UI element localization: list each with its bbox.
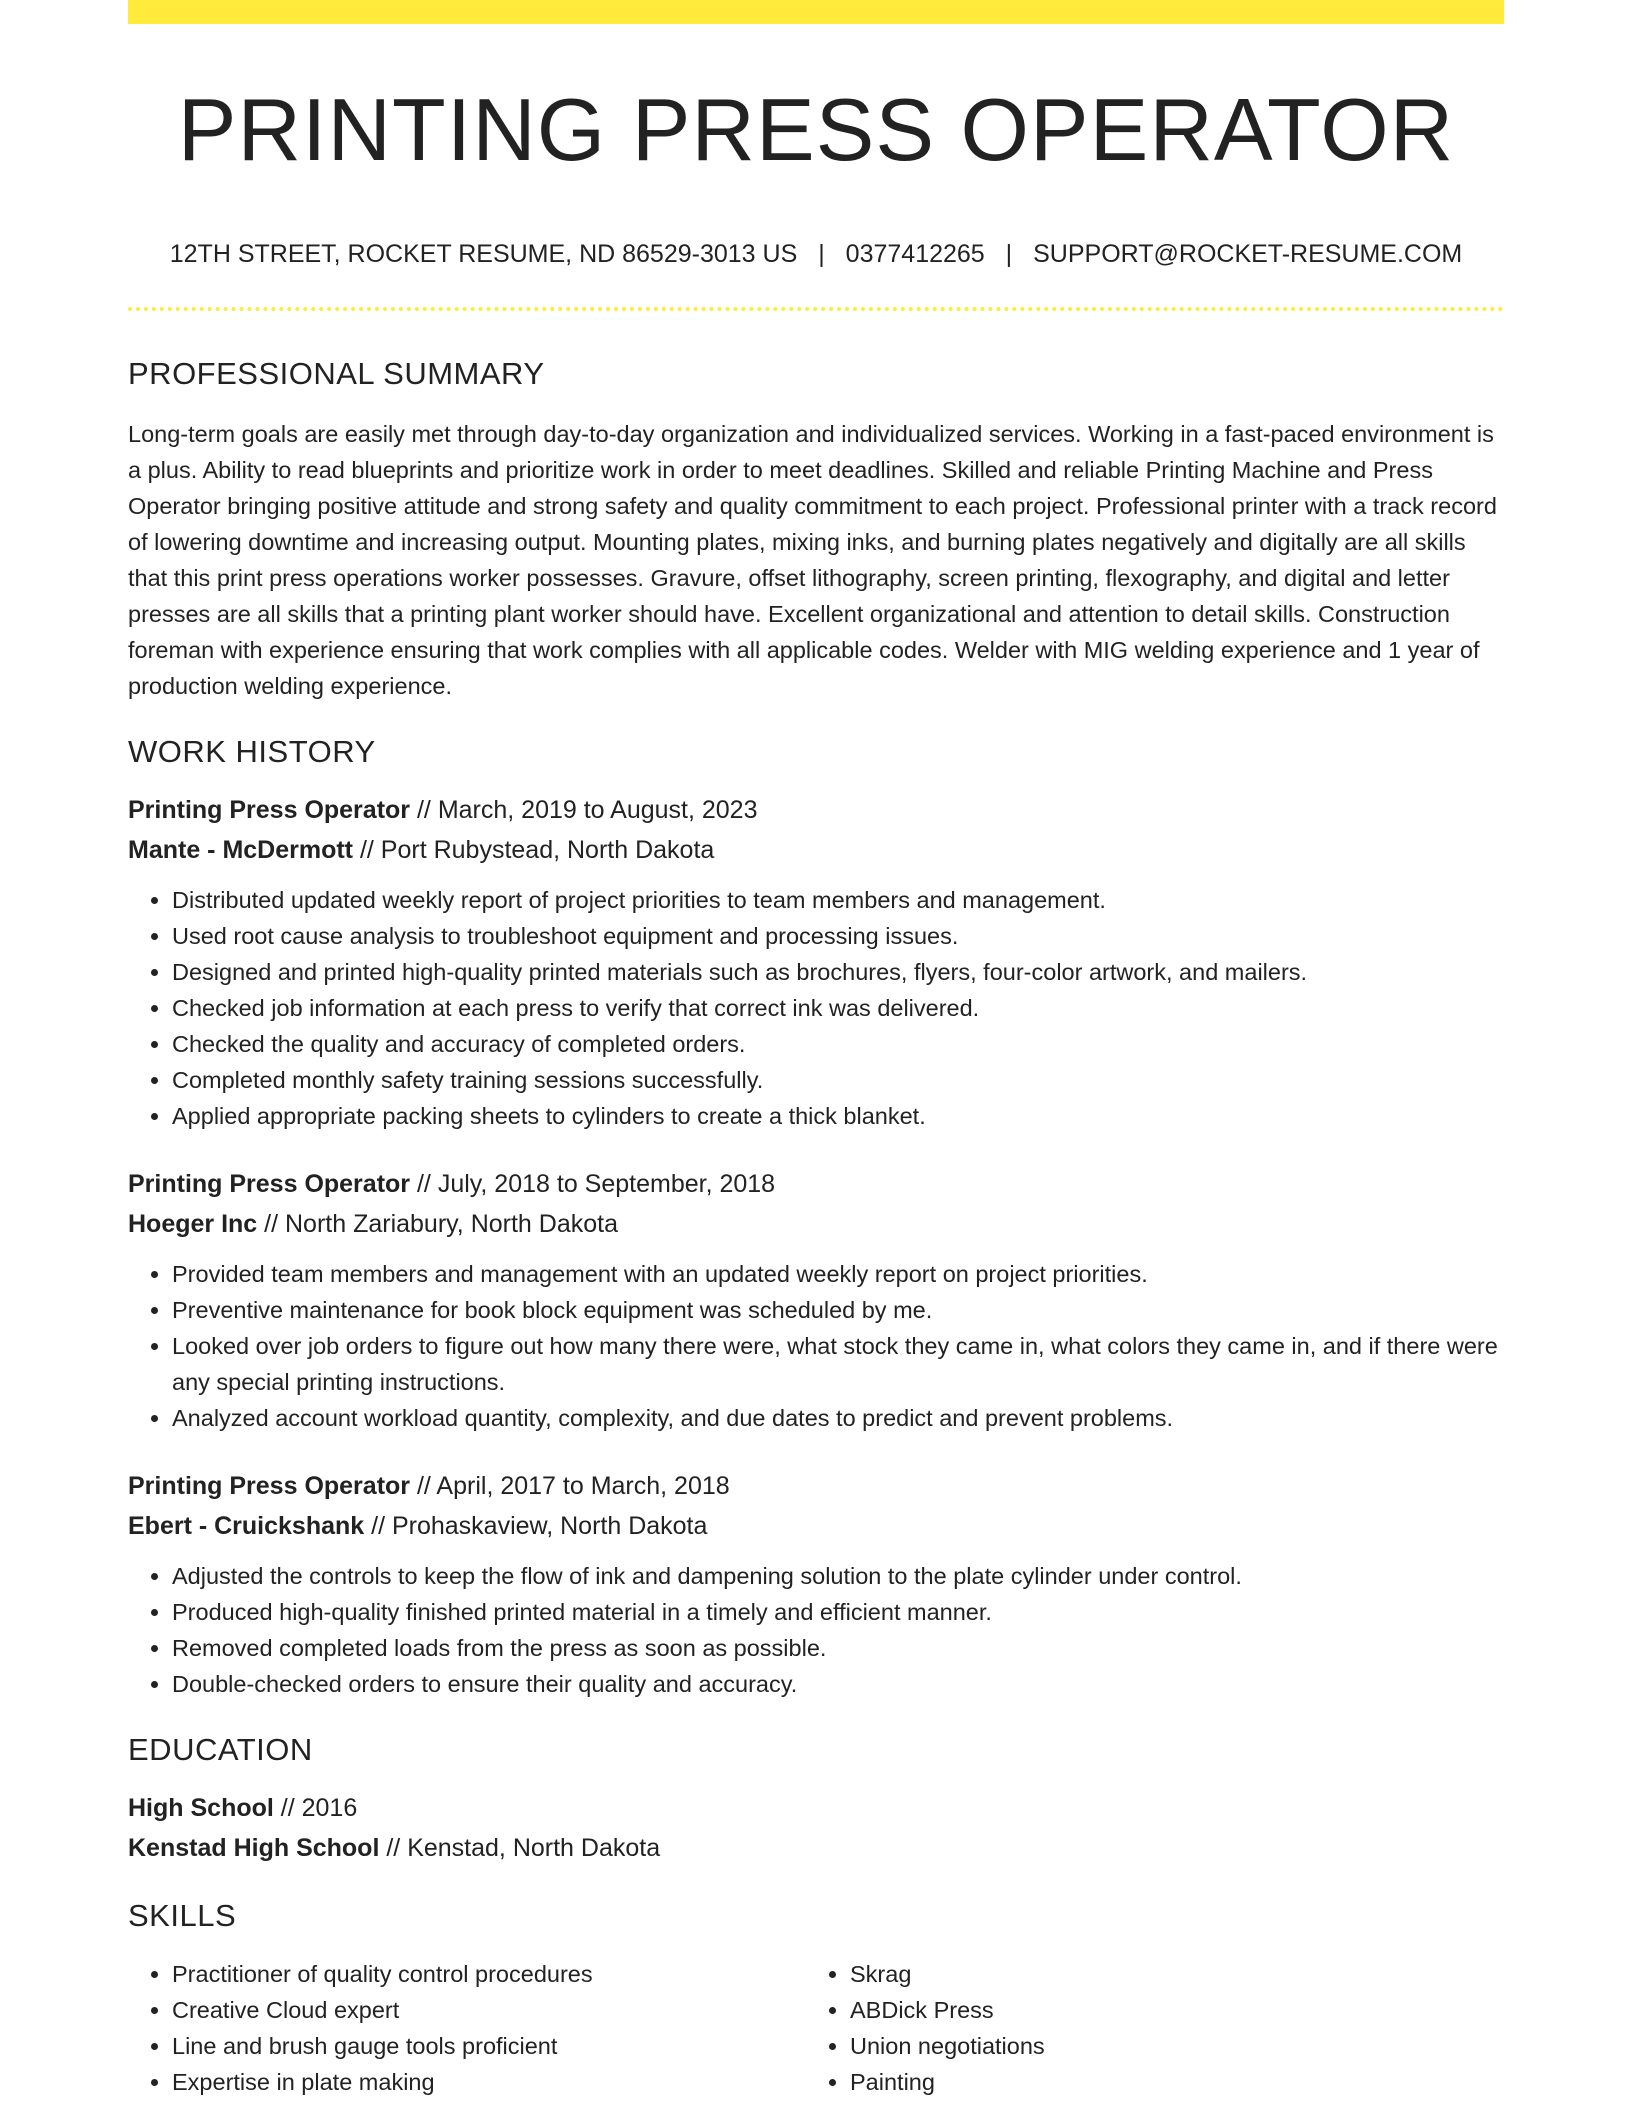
skill-item: • Creative Cloud expert (172, 1992, 806, 2028)
job-bullets (128, 1256, 1504, 1436)
dotted-divider (128, 307, 1504, 311)
summary-heading: PROFESSIONAL SUMMARY (128, 356, 545, 391)
job-bullet: • Adjusted the controls to keep the flow of ink and dampening solution to the plate cylinder under control. (172, 1558, 1504, 1594)
job-bullet: • Double-checked orders to ensure their quality and accuracy. (172, 1666, 1504, 1702)
job-bullet: • Completed monthly safety training sessions successfully. (172, 1062, 1504, 1098)
job-bullet: • Checked the quality and accuracy of completed orders. (172, 1026, 1504, 1062)
job-location: // Port Rubystead, North Dakota (353, 836, 715, 864)
job-company: Hoeger Inc (128, 1210, 258, 1238)
job-bullet: • Used root cause analysis to troubleshoot equipment and processing issues. (172, 918, 1504, 954)
job-title-line (128, 1466, 1504, 1506)
job-bullet: • Produced high-quality finished printed material in a timely and efficient manner. (172, 1594, 1504, 1630)
job-company: Ebert - Cruickshank (128, 1512, 365, 1540)
job-dates: // April, 2017 to March, 2018 (410, 1472, 730, 1500)
contact-email[interactable]: SUPPORT@ROCKET-RESUME.COM (1033, 240, 1463, 268)
job-bullet: • Analyzed account workload quantity, complexity, and due dates to predict and prevent problems. (172, 1400, 1504, 1436)
accent-bar (128, 0, 1504, 24)
job-bullet: • Checked job information at each press to verify that correct ink was delivered. (172, 990, 1504, 1026)
skills-columns (128, 1956, 1504, 2100)
job-title: Printing Press Operator (128, 1472, 411, 1500)
skill-item: • ABDick Press (850, 1992, 1484, 2028)
resume-content (128, 352, 1504, 2100)
skill-item: • Painting (850, 2064, 1484, 2100)
job-title: Printing Press Operator (128, 1170, 411, 1198)
skill-item: • Skrag (850, 1956, 1484, 1992)
skills-right-column (806, 1956, 1484, 2100)
job-bullet: • Looked over job orders to figure out how many there were, what stock they came in, what colors they came in, and if there were any special printing instructions. (172, 1328, 1504, 1400)
education-degree-line (128, 1788, 1504, 1828)
job-title-line (128, 1164, 1504, 1204)
contact-line (128, 236, 1504, 272)
work-history-heading: WORK HISTORY (128, 734, 376, 769)
skill-item: • Union negotiations (850, 2028, 1484, 2064)
summary-text: Long-term goals are easily met through day-to-day organization and individualized services. Working in a fast-paced environment is a plus. Ability to read blueprints and prioritize work in order to meet deadlines. Skilled and reliable Printing Machine and Press Operator bringing positive attitude and strong safety and quality commitment to each project. Professional printer with a track record of lowering downtime and increasing output. Mounting plates, mixing inks, and burning plates negatively and digitally are all skills that this print press operations worker possesses. Gravure, offset lithography, screen printing, flexography, and digital and letter presses are all skills that a printing plant worker should have. Excellent organizational and attention to detail skills. Construction foreman with experience ensuring that work complies with all applicable codes. Welder with MIG welding experience and 1 year of production welding experience. (128, 421, 1497, 699)
job-entry (128, 790, 1504, 1134)
job-entry (128, 1466, 1504, 1702)
job-bullet: • Distributed updated weekly report of project priorities to team members and management. (172, 882, 1504, 918)
job-company-line (128, 1506, 1504, 1546)
skill-item: • Expertise in plate making (172, 2064, 806, 2100)
education-heading: EDUCATION (128, 1732, 313, 1767)
resume-name-heading: PRINTING PRESS OPERATOR (177, 80, 1455, 179)
contact-address: 12TH STREET, ROCKET RESUME, ND 86529-3013 US (169, 240, 798, 268)
job-bullet: • Applied appropriate packing sheets to cylinders to create a thick blanket. (172, 1098, 1504, 1134)
job-title-line (128, 790, 1504, 830)
work-history-section (128, 730, 1504, 1702)
job-company: Mante - McDermott (128, 836, 354, 864)
education-school-line (128, 1828, 1504, 1868)
job-bullet: • Removed completed loads from the press as soon as possible. (172, 1630, 1504, 1666)
education-location: // Kenstad, North Dakota (379, 1834, 661, 1862)
contact-separator: | (1005, 240, 1013, 268)
education-degree: High School (128, 1794, 274, 1822)
skills-heading: SKILLS (128, 1898, 237, 1933)
job-bullet: • Preventive maintenance for book block equipment was scheduled by me. (172, 1292, 1504, 1328)
contact-separator: | (818, 240, 825, 268)
job-company-line (128, 830, 1504, 870)
job-bullets (128, 882, 1504, 1134)
job-location: // North Zariabury, North Dakota (257, 1210, 618, 1238)
job-bullet: • Provided team members and management with an updated weekly report on project priorities. (172, 1256, 1504, 1292)
job-title: Printing Press Operator (128, 796, 411, 824)
education-year: // 2016 (273, 1794, 358, 1822)
job-entry (128, 1164, 1504, 1436)
job-dates: // July, 2018 to September, 2018 (410, 1170, 776, 1198)
education-section (128, 1728, 1504, 1868)
job-bullets (128, 1558, 1504, 1702)
job-company-line (128, 1204, 1504, 1244)
job-dates: // March, 2019 to August, 2023 (410, 796, 758, 824)
skills-section (128, 1894, 1504, 2100)
skill-item: • Practitioner of quality control procedures (172, 1956, 806, 1992)
education-school: Kenstad High School (128, 1834, 380, 1862)
skill-item: • Line and brush gauge tools proficient (172, 2028, 806, 2064)
contact-phone: 0377412265 (845, 240, 985, 268)
job-bullet: • Designed and printed high-quality printed materials such as brochures, flyers, four-color artwork, and mailers. (172, 954, 1504, 990)
job-location: // Prohaskaview, North Dakota (364, 1512, 708, 1540)
skills-left-column (128, 1956, 806, 2100)
